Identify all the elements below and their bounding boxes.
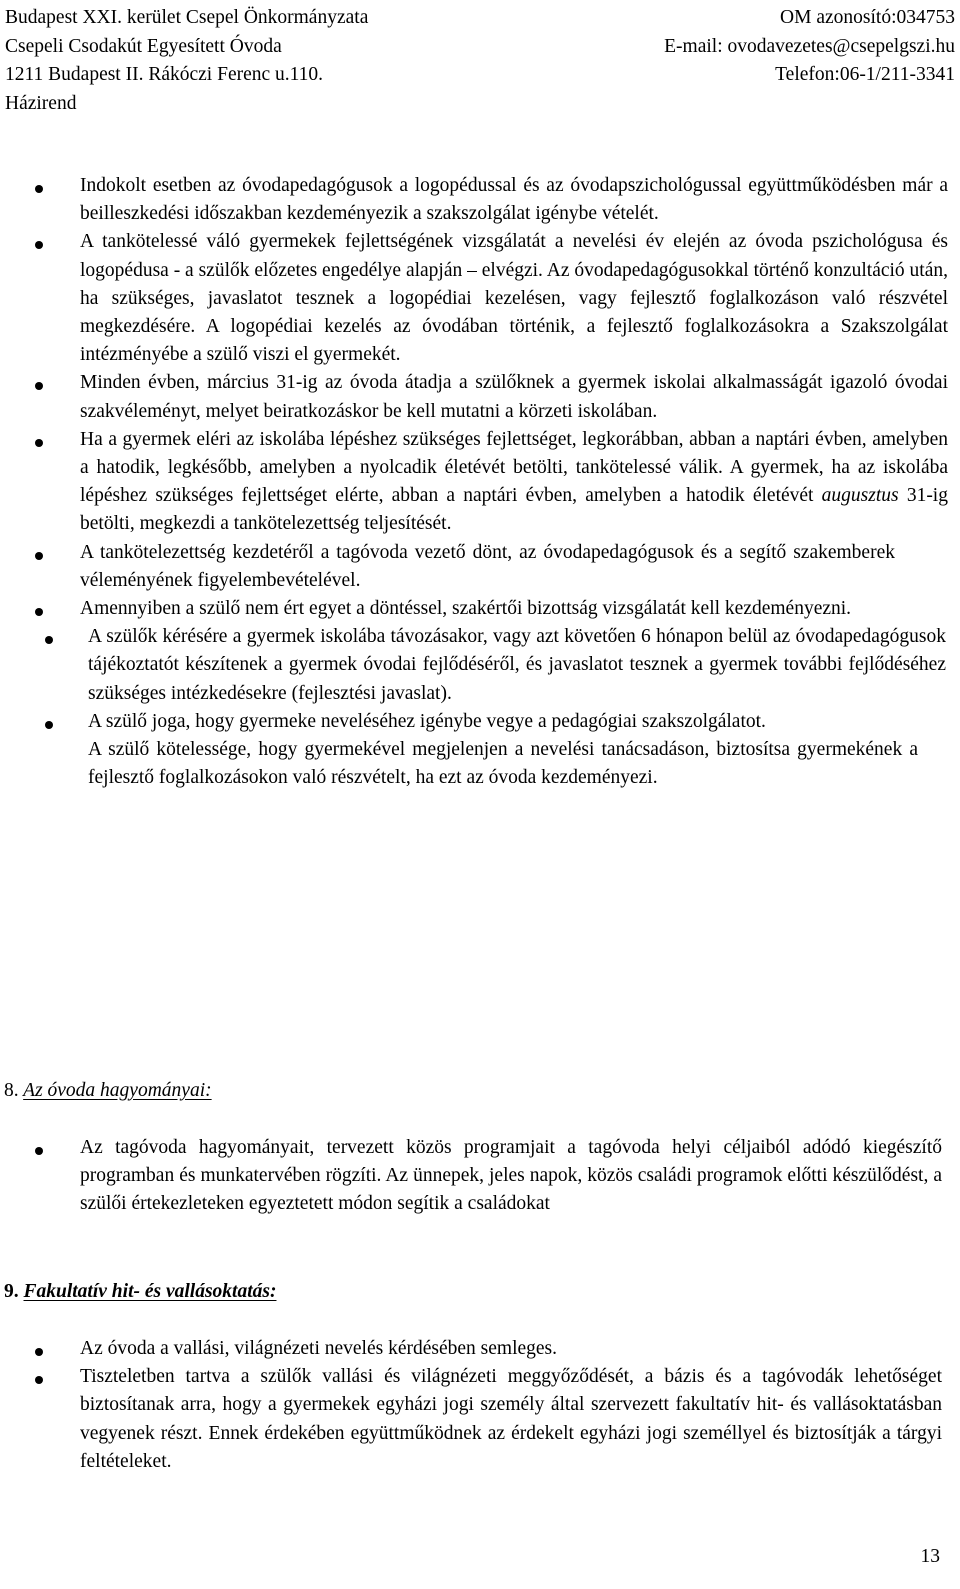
- section-9-number: 9.: [4, 1281, 19, 1302]
- list-item-text: A tankötelezettség kezdetéről a tagóvoda vezető dönt, az óvodapedagógusok és a segítő szakemberek véleményének figyelembevételével.: [80, 541, 895, 591]
- list-item: [0, 426, 960, 539]
- school-entry-part1: Ha a gyermek eléri az iskolába lépéshez szükséges fejlettséget, legkorábban, abban a naptári évben, amelyben a hatodik, legkésőbb, amelyben a nyolcadik életévét betölti, tankötelessé válik. A gyermek, ha az iskolába lépéshez szükséges fejlettséget elérte, abban a naptári évben, amelyben a hatodik életévét: [80, 428, 948, 507]
- section-7-list: [0, 172, 960, 792]
- bullet-icon: [45, 721, 53, 729]
- list-item: [0, 595, 960, 623]
- list-item: [0, 539, 960, 595]
- header-row-3: [5, 61, 955, 90]
- om-identifier: OM azonosító:034753: [780, 7, 955, 28]
- bullet-icon: [35, 241, 43, 249]
- list-item: [0, 708, 960, 793]
- header-row-1: [5, 4, 955, 33]
- list-item-text: A tankötelessé váló gyermekek fejlettségének vizsgálatát a nevelési év elején az óvoda pszichológusa és logopédusa - a szülők előzetes engedélye alapján – elvégzi. Az óvodapedagógusokkal történő konzultáció után, ha szükséges, javaslatot tesznek a logopédiai kezelésen, vagy fejlesztő foglalkozáson való részvétel megkezdésére. A logopédiai kezelés az óvodában történik, a fejlesztő foglalkozásokra a Szakszolgálat intézményébe a szülő viszi el gyermekét.: [80, 231, 948, 366]
- page-header: [5, 4, 955, 118]
- parent-right-text: A szülő joga, hogy gyermeke neveléséhez igénybe vegye a pedagógiai szakszolgálatot.: [88, 710, 766, 732]
- bullet-icon: [35, 1147, 43, 1155]
- kindergarten-name: Csepeli Csodakút Egyesített Óvoda: [5, 35, 282, 57]
- bullet-icon: [35, 608, 43, 616]
- list-item-text: Amennyiben a szülő nem ért egyet a döntéssel, szakértői bizottság vizsgálatát kell kezdeményezni.: [80, 598, 852, 620]
- section-9-heading: [4, 1278, 276, 1306]
- document-title: Házirend: [5, 92, 77, 114]
- section-9-list: [0, 1335, 960, 1476]
- section-8-heading: [4, 1077, 212, 1105]
- school-entry-text: [80, 426, 948, 539]
- list-item: [0, 1134, 960, 1219]
- section-8-number: 8.: [4, 1080, 19, 1101]
- list-item-text: Minden évben, március 31-ig az óvoda átadja a szülőknek a gyermek iskolai alkalmasságát igazoló óvodai szakvéleményt, melyet beiratkozáskor be kell mutatni a körzeti iskolában.: [80, 372, 948, 422]
- page-number: 13: [920, 1546, 940, 1567]
- phone-number: Telefon:06-1/211-3341: [775, 64, 955, 85]
- bullet-icon: [35, 1348, 43, 1356]
- list-item: [0, 1363, 960, 1476]
- list-item-text: Az óvoda a vallási, világnézeti nevelés kérdésében semleges.: [80, 1338, 558, 1359]
- bullet-icon: [45, 636, 53, 644]
- traditions-text: Az tagóvoda hagyományait, tervezett közös programjait a tagóvoda helyi céljaiból adódó kiegészítő programban és munkatervében rögzíti. Az ünnepek, jeles napok, közös családi programok előtti készülődést, a szülői értekezleteken egyeztetett módon segítik a családokat: [80, 1137, 942, 1215]
- list-item: [0, 228, 960, 369]
- list-item: [0, 1335, 960, 1363]
- list-item: [0, 172, 960, 228]
- bullet-icon: [35, 185, 43, 193]
- header-row-2: [5, 33, 955, 62]
- school-entry-part2: 31-ig betölti, megkezdi a tankötelezettség teljesítését.: [80, 485, 948, 535]
- list-item-text: Indokolt esetben az óvodapedagógusok a logopédussal és az óvodapszichológussal együttműködésben már a beilleszkedési időszakban kezdeményezik a szakszolgálat igénybe vételét.: [80, 175, 948, 225]
- header-row-4: [5, 90, 955, 119]
- bullet-icon: [35, 1376, 43, 1384]
- school-entry-italic: augusztus: [821, 485, 899, 507]
- list-item: [0, 623, 960, 708]
- section-8-title: Az óvoda hagyományai:: [23, 1080, 212, 1101]
- postal-address: 1211 Budapest II. Rákóczi Ferenc u.110.: [5, 64, 324, 85]
- list-item-text: A szülők kérésére a gyermek iskolába távozásakor, vagy azt követően 6 hónapon belül az óvodapedagógusok tájékoztatót készítenek a gyermek óvodai fejlődéséről, és javaslatot tesznek a gyermek további fejlődéséhez szükséges intézkedésekre (fejlesztési javaslat).: [88, 626, 946, 704]
- section-9-title: Fakultatív hit- és vallásoktatás:: [23, 1281, 277, 1302]
- parent-duty-text: A szülő kötelessége, hogy gyermekével megjelenjen a nevelési tanácsadáson, biztosítsa gyermekének a fejlesztő foglalkozásokon való részvételt, ha ezt az óvoda kezdeményezi.: [88, 739, 918, 789]
- bullet-icon: [35, 382, 43, 390]
- list-item: [0, 369, 960, 425]
- bullet-icon: [35, 552, 43, 560]
- email-address: E-mail: ovodavezetes@csepelgszi.hu: [664, 35, 955, 57]
- municipality-name: Budapest XXI. kerület Csepel Önkormányzata: [5, 7, 369, 28]
- bullet-icon: [35, 439, 43, 447]
- list-item-text: Tiszteletben tartva a szülők vallási és világnézeti meggyőződését, a bázis és a tagóvodák lehetőséget biztosítanak arra, hogy a gyermekek egyházi jogi személy által szervezett fakultatív hit- és vallásoktatásban vegyenek részt. Ennek érdekében együttműködnek az érdekelt egyházi jogi személlyel és biztosítják a tárgyi feltételeket.: [80, 1366, 942, 1472]
- section-8-list: [0, 1134, 960, 1219]
